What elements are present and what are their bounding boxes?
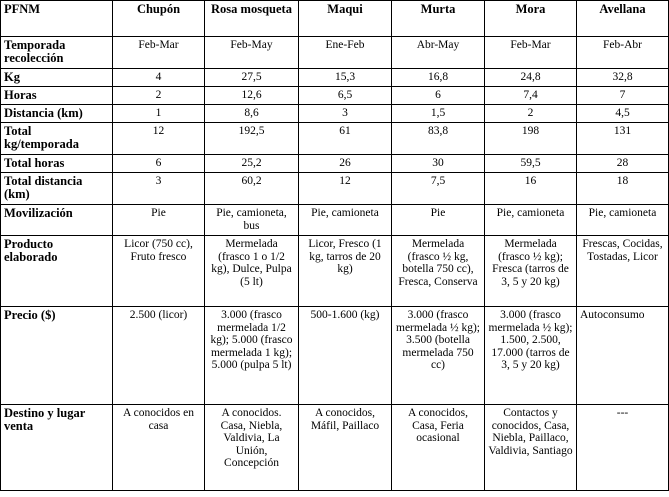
table-cell: 6,5 — [299, 87, 392, 105]
table-row — [1, 173, 669, 205]
table-cell: Licor (750 cc), Fruto fresco — [113, 236, 205, 307]
table-row — [1, 105, 669, 123]
row-label-total-distancia: Total distancia (km) — [1, 173, 113, 205]
table-cell: 500-1.600 (kg) — [299, 307, 392, 405]
column-header-pfnm: PFNM — [1, 1, 113, 37]
row-label-temporada: Temporada recolección — [1, 37, 113, 69]
table-cell: Mermelada (frasco 1 o 1/2 kg), Dulce, Pulpa (5 lt) — [205, 236, 299, 307]
table-row — [1, 236, 669, 307]
table-cell: 27,5 — [205, 69, 299, 87]
table-cell: 61 — [299, 123, 392, 155]
row-label-destino: Destino y lugar venta — [1, 405, 113, 491]
column-header-maqui: Maqui — [299, 1, 392, 37]
table-cell: Abr-May — [392, 37, 485, 69]
table-cell: 16 — [485, 173, 577, 205]
table-cell: A conocidos, Casa, Feria ocasional — [392, 405, 485, 491]
table-row — [1, 37, 669, 69]
row-label-distancia: Distancia (km) — [1, 105, 113, 123]
table-cell: 131 — [577, 123, 669, 155]
table-row — [1, 155, 669, 173]
table-cell: Pie — [392, 205, 485, 236]
table-cell: 15,3 — [299, 69, 392, 87]
table-row — [1, 307, 669, 405]
row-label-producto: Producto elaborado — [1, 236, 113, 307]
table-row — [1, 205, 669, 236]
column-header-avellana: Avellana — [577, 1, 669, 37]
table-cell: 18 — [577, 173, 669, 205]
table-cell: 12 — [113, 123, 205, 155]
table-cell: 1,5 — [392, 105, 485, 123]
table-cell: Contactos y conocidos, Casa, Niebla, Paillaco, Valdivia, Santiago — [485, 405, 577, 491]
table-cell: Pie, camioneta, bus — [205, 205, 299, 236]
table-row — [1, 405, 669, 491]
table-cell: Mermelada (frasco ½ kg, botella 750 cc), Fresca, Conserva — [392, 236, 485, 307]
table-cell: Mermelada (frasco ½ kg); Fresca (tarros de 3, 5 y 20 kg) — [485, 236, 577, 307]
table-cell: 12 — [299, 173, 392, 205]
table-cell: Licor, Fresco (1 kg, tarros de 20 kg) — [299, 236, 392, 307]
table-cell: 83,8 — [392, 123, 485, 155]
table-cell: 60,2 — [205, 173, 299, 205]
table-cell: 7 — [577, 87, 669, 105]
row-label-horas: Horas — [1, 87, 113, 105]
table-cell: A conocidos. Casa, Niebla, Valdivia, La Unión, Concepción — [205, 405, 299, 491]
table-cell: --- — [577, 405, 669, 491]
table-cell: 26 — [299, 155, 392, 173]
table-row — [1, 69, 669, 87]
table-cell: Pie, camioneta — [299, 205, 392, 236]
table-cell: Pie, camioneta — [577, 205, 669, 236]
table-cell: 30 — [392, 155, 485, 173]
table-cell: Feb-Abr — [577, 37, 669, 69]
table-cell: 6 — [113, 155, 205, 173]
table-cell: 32,8 — [577, 69, 669, 87]
table-cell: Feb-May — [205, 37, 299, 69]
table-cell: 3 — [299, 105, 392, 123]
table-cell: 7,5 — [392, 173, 485, 205]
table-cell: 4 — [113, 69, 205, 87]
table-cell: 8,6 — [205, 105, 299, 123]
table-cell: 2 — [113, 87, 205, 105]
table-row — [1, 123, 669, 155]
table-cell: Ene-Feb — [299, 37, 392, 69]
table-cell: 1 — [113, 105, 205, 123]
table-cell: 192,5 — [205, 123, 299, 155]
table-cell: 3 — [113, 173, 205, 205]
table-cell: 16,8 — [392, 69, 485, 87]
table-cell: 3.000 (frasco mermelada 1/2 kg); 5.000 (frasco mermelada 1 kg); 5.000 (pulpa 5 lt) — [205, 307, 299, 405]
table-cell: 25,2 — [205, 155, 299, 173]
row-label-kg: Kg — [1, 69, 113, 87]
column-header-rosa-mosqueta: Rosa mosqueta — [205, 1, 299, 37]
table-cell: Feb-Mar — [113, 37, 205, 69]
table-cell: 24,8 — [485, 69, 577, 87]
table-cell: 6 — [392, 87, 485, 105]
row-label-total-kg: Total kg/temporada — [1, 123, 113, 155]
table-cell: 4,5 — [577, 105, 669, 123]
table-cell: 28 — [577, 155, 669, 173]
row-label-movilizacion: Movilización — [1, 205, 113, 236]
table-cell: 3.000 (frasco mermelada ½ kg); 3.500 (botella mermelada 750 cc) — [392, 307, 485, 405]
table-cell: 12,6 — [205, 87, 299, 105]
table-cell: Pie, camioneta — [485, 205, 577, 236]
row-label-precio: Precio ($) — [1, 307, 113, 405]
table-cell: A conocidos, Máfil, Paillaco — [299, 405, 392, 491]
table-cell: 2 — [485, 105, 577, 123]
table-row — [1, 87, 669, 105]
table-cell: 3.000 (frasco mermelada ½ kg); 1.500, 2.500, 17.000 (tarros de 3, 5 y 20 kg) — [485, 307, 577, 405]
table-cell: Autoconsumo — [577, 307, 669, 405]
row-label-total-horas: Total horas — [1, 155, 113, 173]
table-cell: Feb-Mar — [485, 37, 577, 69]
table-cell: 2.500 (licor) — [113, 307, 205, 405]
table-cell: Frescas, Cocidas, Tostadas, Licor — [577, 236, 669, 307]
table-cell: 198 — [485, 123, 577, 155]
column-header-chupon: Chupón — [113, 1, 205, 37]
table-cell: 59,5 — [485, 155, 577, 173]
table-cell: Pie — [113, 205, 205, 236]
table-cell: 7,4 — [485, 87, 577, 105]
table-cell: A conocidos en casa — [113, 405, 205, 491]
column-header-mora: Mora — [485, 1, 577, 37]
header-row — [1, 1, 669, 37]
column-header-murta: Murta — [392, 1, 485, 37]
